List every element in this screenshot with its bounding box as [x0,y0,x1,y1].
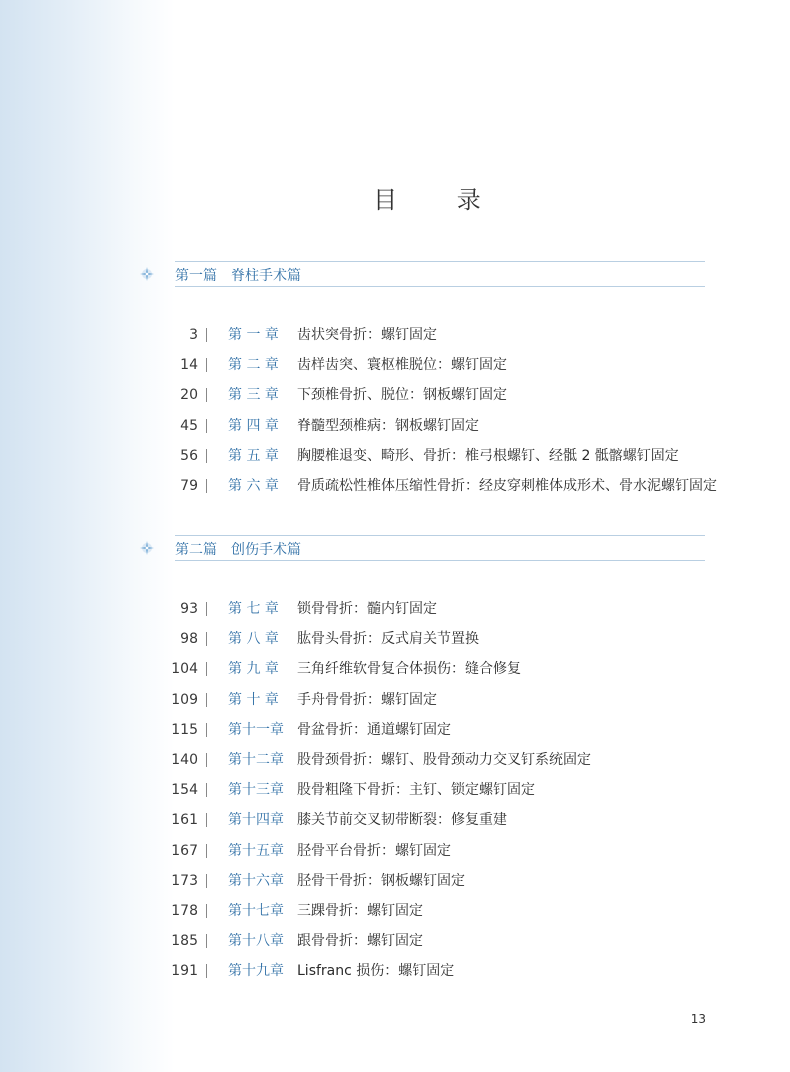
separator [206,813,207,827]
separator [206,632,207,646]
page-number: 56 [180,447,198,464]
sparkle-star-icon [139,540,155,556]
toc-entry[interactable] [0,961,790,991]
sparkle-star-icon [139,266,155,282]
separator [206,479,207,493]
part-header-1 [137,261,705,287]
chapter-label: 第十九章 [228,963,284,980]
part-name: 创伤手术篇 [231,542,301,558]
chapter-label: 第 一 章 [228,327,279,343]
chapter-title: 骨质疏松性椎体压缩性骨折：经皮穿刺椎体成形术、骨水泥螺钉固定 [297,477,717,494]
chapter-title: 股骨粗隆下骨折：主钉、锁定螺钉固定 [297,782,535,799]
toc-entry[interactable] [0,476,790,506]
toc-entry[interactable] [0,810,790,840]
chapter-title: 胫骨干骨折：钢板螺钉固定 [297,872,465,889]
separator [206,783,207,797]
chapter-label: 第十八章 [228,933,284,950]
page-number: 93 [180,601,198,617]
toc-entry[interactable] [0,901,790,931]
page-number: 167 [171,842,198,859]
chapter-title: 三踝骨折：螺钉固定 [297,902,423,919]
chapter-label: 第十三章 [228,782,284,799]
chapter-label: 第 四 章 [228,417,279,434]
chapter-label: 第 三 章 [228,387,279,404]
toc-entry[interactable] [0,659,790,689]
chapter-title: Lisfranc 损伤：螺钉固定 [297,963,455,980]
page-number: 191 [171,963,198,980]
page-number: 3 [189,327,198,343]
page-folio: 13 [690,1012,706,1026]
separator [206,662,207,676]
chapter-title: 肱骨头骨折：反式肩关节置换 [297,631,479,648]
chapter-label: 第十二章 [228,751,284,768]
separator [206,693,207,707]
part-rule-top [175,261,705,262]
toc-entry[interactable] [0,871,790,901]
chapter-label: 第十六章 [228,872,284,889]
part-header-2 [137,535,705,561]
page-number: 79 [180,477,198,494]
chapter-title: 膝关节前交叉韧带断裂：修复重建 [297,812,507,829]
page-number: 115 [171,721,198,738]
chapter-title: 齿样齿突、寰枢椎脱位：螺钉固定 [297,357,507,374]
chapter-title: 骨盆骨折：通道螺钉固定 [297,721,451,738]
chapter-title: 手舟骨骨折：螺钉固定 [297,691,437,708]
page-number: 45 [180,417,198,434]
toc-entry[interactable] [0,720,790,750]
toc-entry[interactable] [0,325,790,355]
separator [206,904,207,918]
separator [206,328,207,342]
page-number: 20 [180,387,198,404]
part-title [175,539,301,559]
toc-entry[interactable] [0,931,790,961]
toc-entry[interactable] [0,750,790,780]
separator [206,602,207,616]
part-name: 脊柱手术篇 [231,268,301,284]
part-rule-bottom [175,286,705,287]
chapter-title: 下颈椎骨折、脱位：钢板螺钉固定 [297,387,507,404]
toc-entry[interactable] [0,780,790,810]
chapter-title: 胫骨平台骨折：螺钉固定 [297,842,451,859]
separator [206,388,207,402]
chapter-title: 跟骨骨折：螺钉固定 [297,933,423,950]
part-rule-bottom [175,560,705,561]
separator [206,753,207,767]
page-number: 185 [171,933,198,950]
toc-entry[interactable] [0,446,790,476]
separator [206,449,207,463]
page-number: 109 [171,691,198,708]
part-title [175,265,301,285]
chapter-list-part-1 [0,325,790,506]
part-rule-top [175,535,705,536]
toc-entry[interactable] [0,385,790,415]
chapter-title: 锁骨骨折：髓内钉固定 [297,601,437,617]
toc-entry[interactable] [0,599,790,629]
separator [206,934,207,948]
page-number: 173 [171,872,198,889]
page-title: 目 录 [373,186,507,214]
chapter-label: 第 八 章 [228,631,279,648]
chapter-title: 三角纤维软骨复合体损伤：缝合修复 [297,661,521,678]
toc-entry[interactable] [0,629,790,659]
page-number: 98 [180,631,198,648]
page-number: 161 [171,812,198,829]
chapter-label: 第十一章 [228,721,284,738]
chapter-label: 第 二 章 [228,357,279,374]
toc-entry[interactable] [0,355,790,385]
toc-entry[interactable] [0,416,790,446]
chapter-list-part-2 [0,599,790,991]
page-number: 14 [180,357,198,374]
chapter-label: 第十五章 [228,842,284,859]
part-number: 第二篇 [175,542,217,558]
chapter-title: 胸腰椎退变、畸形、骨折：椎弓根螺钉、经骶 2 骶髂螺钉固定 [297,447,679,464]
chapter-title: 股骨颈骨折：螺钉、股骨颈动力交叉钉系统固定 [297,751,591,768]
toc-entry[interactable] [0,841,790,871]
chapter-label: 第 五 章 [228,447,279,464]
chapter-label: 第 六 章 [228,477,279,494]
separator [206,874,207,888]
chapter-label: 第 十 章 [228,691,279,708]
chapter-label: 第 九 章 [228,661,279,678]
separator [206,844,207,858]
separator [206,419,207,433]
page-number: 154 [171,782,198,799]
chapter-title: 脊髓型颈椎病：钢板螺钉固定 [297,417,479,434]
separator [206,964,207,978]
chapter-label: 第 七 章 [228,601,279,617]
chapter-label: 第十四章 [228,812,284,829]
chapter-label: 第十七章 [228,902,284,919]
page-number: 104 [171,661,198,678]
chapter-title: 齿状突骨折：螺钉固定 [297,327,437,343]
separator [206,358,207,372]
page-number: 140 [171,751,198,768]
page-number: 178 [171,902,198,919]
separator [206,723,207,737]
toc-entry[interactable] [0,690,790,720]
part-number: 第一篇 [175,268,217,284]
